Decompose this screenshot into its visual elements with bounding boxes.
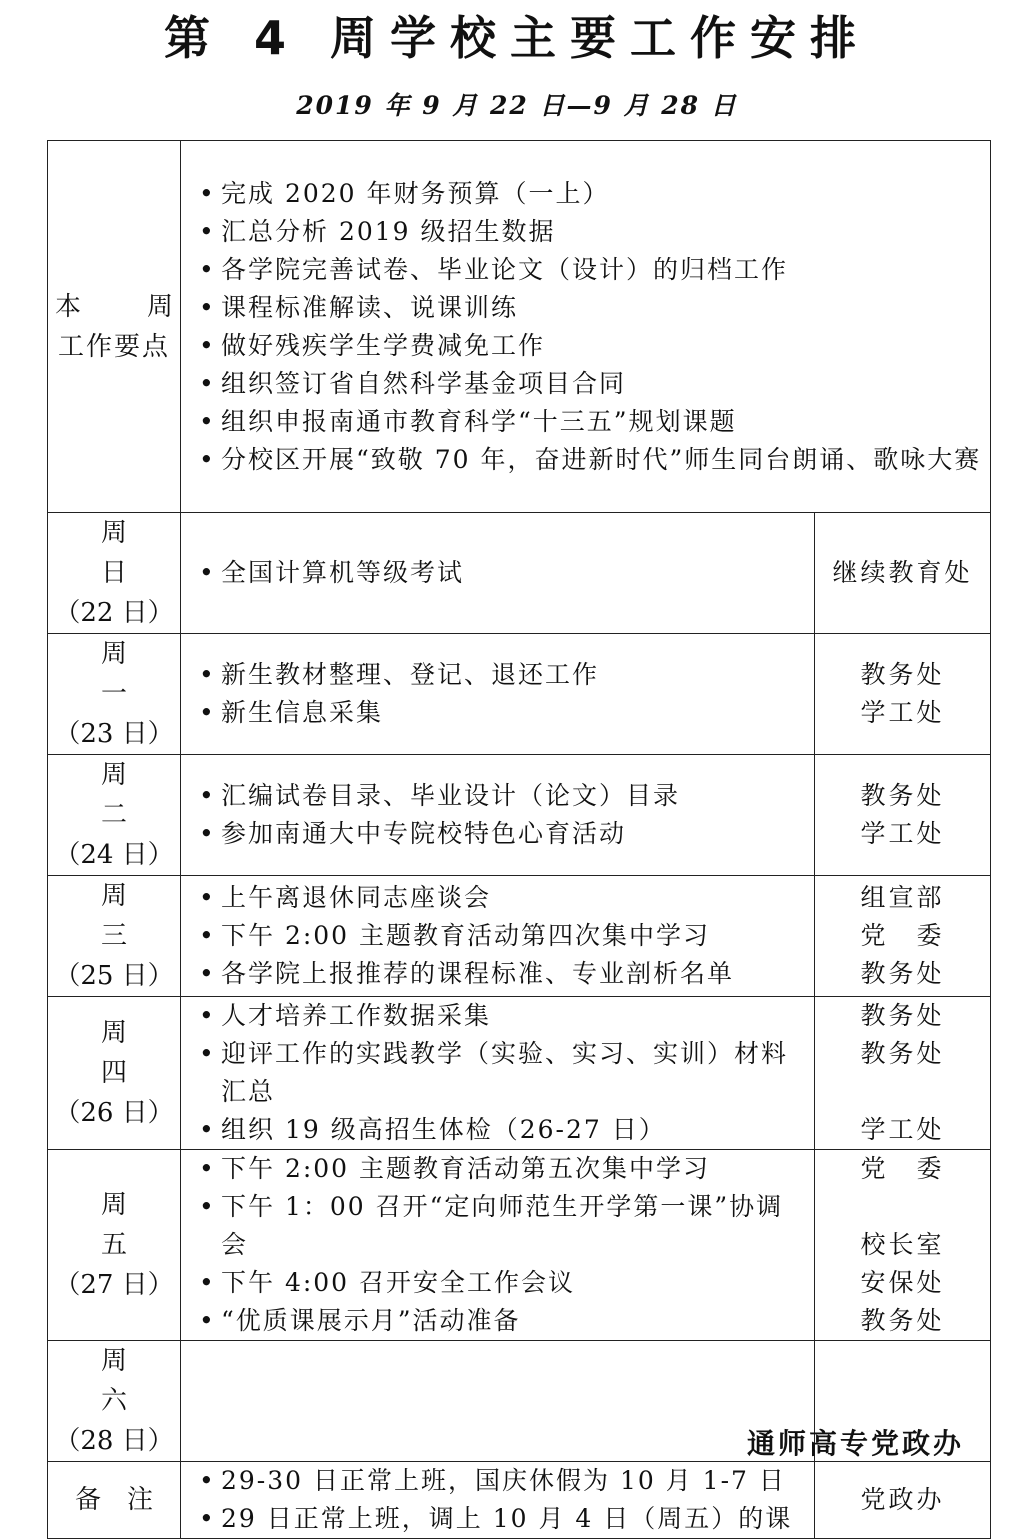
key-points-row (48, 141, 991, 513)
responsible-dept: 教务处 (860, 959, 945, 988)
notes-list (181, 1462, 815, 1539)
day-label (48, 1341, 181, 1462)
responsible-dept: 教务处 (860, 660, 945, 689)
responsible-dept: 校长室 (860, 1230, 945, 1259)
weekday: 周五 (100, 1190, 161, 1260)
task-item: • 下午 1：00 召开“定向师范生开学第一课”协调会 (195, 1188, 806, 1264)
day-row (48, 634, 991, 755)
key-point-item: • 组织签订省自然科学基金项目合同 (195, 365, 982, 403)
day-date: （25 日） (54, 961, 174, 991)
responsible-dept: 学工处 (860, 1115, 945, 1144)
day-responsible (815, 876, 991, 997)
day-responsible (815, 634, 991, 755)
task-item: • 汇编试卷目录、毕业设计（论文）目录 (195, 777, 806, 815)
responsible-dept: 党 委 (860, 921, 945, 950)
weekday: 周二 (100, 760, 161, 830)
key-point-item: • 组织申报南通市教育科学“十三五”规划课题 (195, 403, 982, 441)
key-point-item: • 各学院完善试卷、毕业论文（设计）的归档工作 (195, 251, 982, 289)
weekday: 周六 (100, 1346, 161, 1416)
day-tasks (181, 634, 815, 755)
task-item: • 上午离退休同志座谈会 (195, 879, 806, 917)
task-item: • 人才培养工作数据采集 (195, 997, 806, 1035)
task-item: • 新生信息采集 (195, 694, 806, 732)
day-tasks (181, 513, 815, 634)
responsible-dept (815, 1073, 990, 1111)
day-responsible (815, 513, 991, 634)
responsible-dept: 教务处 (860, 1001, 945, 1030)
task-item: • 下午 4:00 召开安全工作会议 (195, 1264, 806, 1302)
responsible-dept: 组宣部 (860, 883, 945, 912)
weekday: 周三 (100, 881, 161, 951)
schedule-table (47, 140, 991, 1539)
key-point-item: • 分校区开展“致敬 70 年，奋进新时代”师生同台朗诵、歌咏大赛 (195, 441, 982, 479)
task-item: • 参加南通大中专院校特色心育活动 (195, 815, 806, 853)
day-label (48, 876, 181, 997)
responsible-dept (815, 1188, 990, 1226)
day-date: （24 日） (54, 840, 174, 870)
day-tasks (181, 755, 815, 876)
day-date: （27 日） (54, 1270, 174, 1300)
day-date: （22 日） (54, 598, 174, 628)
key-points-label: 本 周 工作要点 (48, 141, 181, 513)
key-point-item: • 做好残疾学生学费减免工作 (195, 327, 982, 365)
day-tasks (181, 1341, 815, 1462)
day-label (48, 755, 181, 876)
responsible-dept: 教务处 (860, 781, 945, 810)
day-tasks (181, 997, 815, 1150)
day-label (48, 1150, 181, 1341)
day-row (48, 1150, 991, 1341)
day-date: （26 日） (54, 1098, 174, 1128)
task-item: • 下午 2:00 主题教育活动第五次集中学习 (195, 1150, 806, 1188)
page-title: 第 4 周学校主要工作安排 (163, 11, 871, 65)
day-date: （28 日） (54, 1426, 174, 1456)
notes-responsible: 党政办 (815, 1462, 991, 1539)
day-label (48, 513, 181, 634)
notes-label: 备 注 (48, 1462, 181, 1539)
responsible-dept: 学工处 (860, 698, 945, 727)
note-item: • 29 日正常上班，调上 10 月 4 日（周五）的课 (195, 1500, 806, 1538)
day-tasks (181, 876, 815, 997)
day-responsible (815, 997, 991, 1150)
day-row (48, 997, 991, 1150)
day-date: （23 日） (54, 719, 174, 749)
key-point-item: • 完成 2020 年财务预算（一上） (195, 175, 982, 213)
task-item: • 迎评工作的实践教学（实验、实习、实训）材料汇总 (195, 1035, 806, 1111)
responsible-dept: 学工处 (860, 819, 945, 848)
responsible-dept: 党 委 (860, 1154, 945, 1183)
task-item: • “优质课展示月”活动准备 (195, 1302, 806, 1340)
responsible-dept: 安保处 (860, 1268, 945, 1297)
day-responsible (815, 1150, 991, 1341)
key-point-item: • 汇总分析 2019 级招生数据 (195, 213, 982, 251)
day-row (48, 513, 991, 634)
weekday: 周一 (100, 639, 161, 709)
task-item: • 各学院上报推荐的课程标准、专业剖析名单 (195, 955, 806, 993)
task-item: • 组织 19 级高招生体检（26-27 日） (195, 1111, 806, 1149)
notes-row (48, 1462, 991, 1539)
date-range: 2019 年 9 月 22 日—9 月 28 日 (296, 91, 738, 120)
weekday: 周日 (100, 518, 161, 588)
task-item: • 下午 2:00 主题教育活动第四次集中学习 (195, 917, 806, 955)
responsible-dept: 教务处 (860, 1306, 945, 1335)
day-tasks (181, 1150, 815, 1341)
day-label (48, 634, 181, 755)
task-item: • 新生教材整理、登记、退还工作 (195, 656, 806, 694)
responsible-dept: 教务处 (860, 1039, 945, 1068)
signature: 通师高专党政办 (746, 1427, 964, 1460)
key-point-item: • 课程标准解读、说课训练 (195, 289, 982, 327)
weekday: 周四 (100, 1018, 161, 1088)
task-item: • 全国计算机等级考试 (195, 554, 806, 592)
responsible-dept: 继续教育处 (832, 558, 973, 587)
day-label (48, 997, 181, 1150)
day-row (48, 876, 991, 997)
key-points-list (181, 141, 991, 513)
note-item: • 29-30 日正常上班，国庆休假为 10 月 1-7 日 (195, 1462, 806, 1500)
day-responsible (815, 755, 991, 876)
day-row (48, 755, 991, 876)
